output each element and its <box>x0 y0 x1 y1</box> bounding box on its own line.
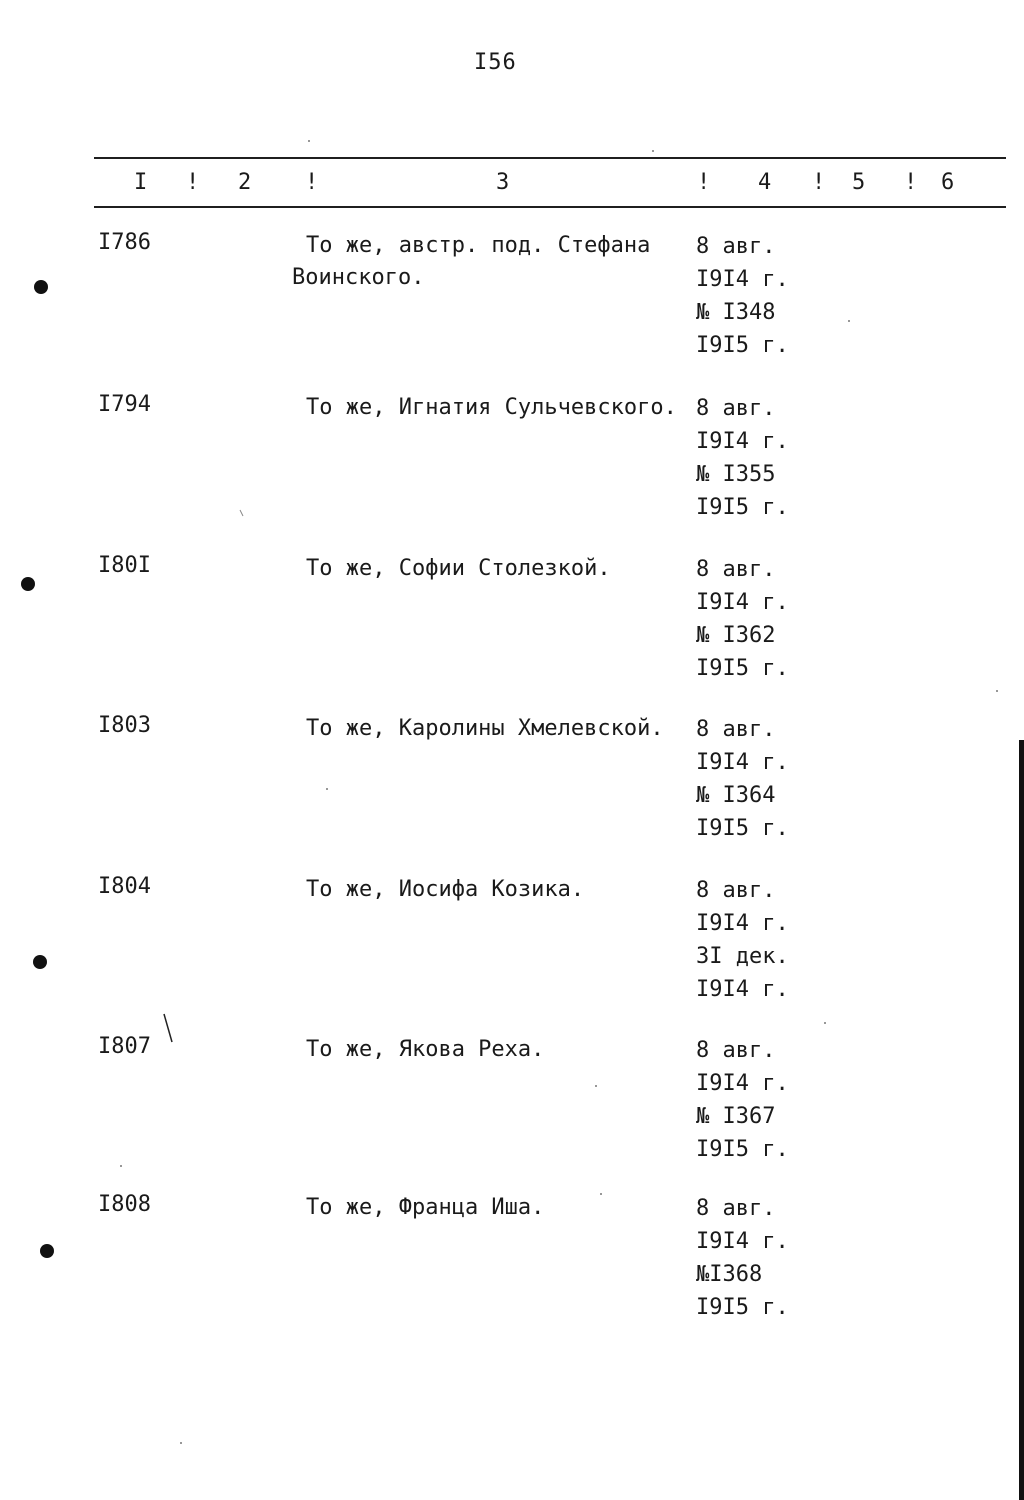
date-line: № I348 <box>696 300 776 325</box>
date-line: I9I4 г. <box>696 267 789 292</box>
column-separator: ! <box>186 170 200 195</box>
date-line: I9I5 г. <box>696 495 789 520</box>
scan-speck <box>848 320 850 322</box>
record-dates <box>696 874 789 1006</box>
scan-speck <box>326 788 328 790</box>
column-header-4: 4 <box>758 170 772 195</box>
date-line: I9I5 г. <box>696 1295 789 1320</box>
header-bottom-rule <box>94 206 1006 208</box>
table-row <box>0 1034 1024 1174</box>
date-line: № I362 <box>696 623 776 648</box>
record-number: I804 <box>98 874 151 899</box>
column-header-5: 5 <box>852 170 866 195</box>
record-number: I786 <box>98 230 151 255</box>
record-dates <box>696 1192 789 1324</box>
scan-speck <box>120 1165 122 1167</box>
date-line: № I367 <box>696 1104 776 1129</box>
record-dates <box>696 713 789 845</box>
record-dates <box>696 230 789 362</box>
header-top-rule <box>94 157 1006 159</box>
date-line: I9I5 г. <box>696 656 789 681</box>
table-row <box>0 392 1024 532</box>
date-line: I9I4 г. <box>696 977 789 1002</box>
scan-speck <box>308 140 310 142</box>
record-dates <box>696 1034 789 1166</box>
column-separator: ! <box>812 170 826 195</box>
record-description: То же, Якова Реха. <box>306 1037 545 1062</box>
column-separator: ! <box>904 170 918 195</box>
scan-speck <box>652 150 654 152</box>
record-dates <box>696 553 789 685</box>
scan-speck <box>180 1442 182 1444</box>
date-line: №I368 <box>696 1262 763 1287</box>
column-separator: ! <box>697 170 711 195</box>
table-row <box>0 1192 1024 1332</box>
scan-edge-shadow <box>1019 740 1024 1500</box>
date-line: 8 авг. <box>696 234 776 259</box>
record-description: То же, Софии Столезкой. <box>306 556 611 581</box>
punch-hole-mark <box>21 577 35 591</box>
record-number: I794 <box>98 392 151 417</box>
record-description: То же, Франца Иша. <box>306 1195 545 1220</box>
table-row <box>0 713 1024 853</box>
date-line: 3I дек. <box>696 944 789 969</box>
column-header-3: 3 <box>496 170 510 195</box>
scan-speck <box>996 690 998 692</box>
column-header-1: I <box>134 170 148 195</box>
date-line: I9I5 г. <box>696 816 789 841</box>
date-line: I9I4 г. <box>696 1071 789 1096</box>
date-line: I9I4 г. <box>696 911 789 936</box>
page-number: I56 <box>474 50 517 75</box>
date-line: I9I4 г. <box>696 590 789 615</box>
date-line: 8 авг. <box>696 557 776 582</box>
punch-hole-mark <box>34 280 48 294</box>
table-row <box>0 553 1024 693</box>
scan-speck <box>824 1022 826 1024</box>
date-line: I9I4 г. <box>696 429 789 454</box>
table-row <box>0 230 1024 370</box>
scan-speck <box>595 1085 597 1087</box>
date-line: I9I4 г. <box>696 1229 789 1254</box>
date-line: 8 авг. <box>696 396 776 421</box>
punch-hole-mark <box>33 955 47 969</box>
record-number: I803 <box>98 713 151 738</box>
date-line: 8 авг. <box>696 1196 776 1221</box>
date-line: 8 авг. <box>696 717 776 742</box>
date-line: № I364 <box>696 783 776 808</box>
column-separator: ! <box>305 170 319 195</box>
table-row <box>0 874 1024 1014</box>
scan-speck <box>600 1193 602 1195</box>
record-description: То же, Каролины Хмелевской. <box>306 716 664 741</box>
record-number: I807 <box>98 1034 151 1059</box>
record-description: То же, Игнатия Сульчевского. <box>306 395 677 420</box>
date-line: № I355 <box>696 462 776 487</box>
date-line: I9I4 г. <box>696 750 789 775</box>
column-header-2: 2 <box>238 170 252 195</box>
record-dates <box>696 392 789 524</box>
record-description: То же, Иосифа Козика. <box>306 877 585 902</box>
record-number: I80I <box>98 553 151 578</box>
date-line: I9I5 г. <box>696 333 789 358</box>
record-description: То же, австр. под. Стефана Воинского. <box>292 233 651 290</box>
record-number: I808 <box>98 1192 151 1217</box>
date-line: 8 авг. <box>696 878 776 903</box>
date-line: 8 авг. <box>696 1038 776 1063</box>
punch-hole-mark <box>40 1244 54 1258</box>
column-header-6: 6 <box>941 170 955 195</box>
date-line: I9I5 г. <box>696 1137 789 1162</box>
